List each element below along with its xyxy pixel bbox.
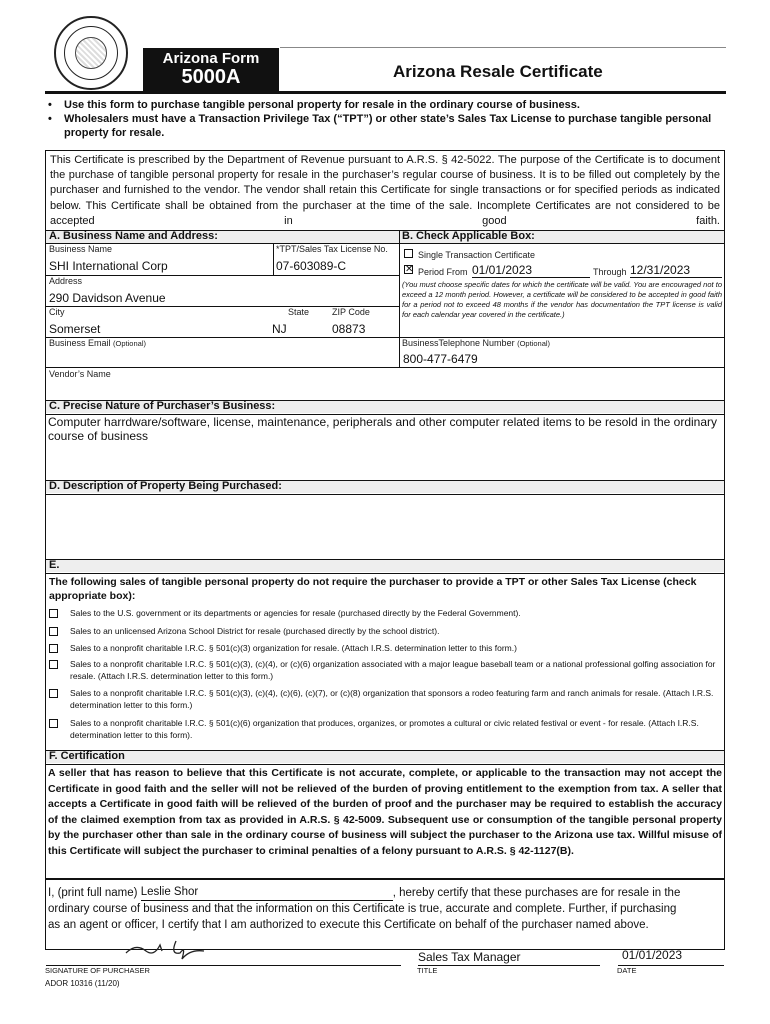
form-footer: ADOR 10316 (11/20) bbox=[45, 979, 120, 988]
intro-text: This Certificate is prescribed by the Department of Revenue pursuant to A.R.S. § 42-5022. The purpose of the Certificate is to document the purchase of tangible personal property for resale in the purchaser’s regular course of business. It is to be filled out completely by the purchaser and furnished to the vendor. The vendor shall retain this Certificate for single transactions or for specified periods as indicated below. This Certificate shall be obtained from the purchaser at the time of the sale. Incomplete Certificates are not considered to be accepted in good faith. bbox=[50, 154, 720, 227]
section-e-heading: E. bbox=[49, 559, 60, 571]
exemption-item: Sales to an unlicensed Arizona School District for resale (purchased directly by the school district). bbox=[48, 625, 722, 637]
single-transaction-checkbox[interactable] bbox=[404, 249, 413, 258]
exemption-checkbox[interactable] bbox=[49, 689, 58, 698]
section-d-heading: D. Description of Property Being Purchased: bbox=[49, 480, 282, 492]
header-divider bbox=[45, 91, 726, 94]
exemption-checkbox[interactable] bbox=[49, 644, 58, 653]
exemption-item: Sales to the U.S. government or its departments or agencies for resale (purchased directly by the Federal Government). bbox=[48, 607, 722, 619]
vendor-label: Vendor’s Name bbox=[49, 369, 111, 379]
address-label: Address bbox=[49, 276, 83, 286]
zip-label: ZIP Code bbox=[332, 307, 370, 317]
print-name-field[interactable]: Leslie Shor bbox=[141, 884, 393, 901]
certificate-form bbox=[45, 150, 725, 964]
form-number: 5000A bbox=[181, 66, 241, 88]
zip-field[interactable]: 08873 bbox=[332, 322, 366, 336]
section-e-intro: The following sales of tangible personal property do not require the purchaser to provide a TPT or other Sales Tax License (check appropriate box): bbox=[49, 576, 697, 602]
single-transaction-label: Single Transaction Certificate bbox=[418, 250, 536, 260]
certification-text: A seller that has reason to believe that this Certificate is not accurate, complete, or applicable to the transaction may not accept the Certificate in good faith and the seller will not be relieved of the burden of proving entitlement to the exemption from tax. A seller that accepts a Certificate in good faith will be relieved of the burden of proof and the purchaser may be required to establish the accuracy of the claimed exemption from tax as provided in A.R.S. § 42-5009. Subsequent use or consumption of the tangible personal property by the purchaser other than sale in the ordinary course of business will subject the purchaser to the Arizona use tax. Willful misuse of this Certificate will subject the purchaser to criminal penalties of a felony pursuant to A.R.S. § 42-1127(B). bbox=[48, 767, 722, 857]
title-label: TITLE bbox=[417, 966, 438, 975]
email-field[interactable] bbox=[49, 349, 394, 365]
signature-image bbox=[124, 931, 214, 961]
instruction-item: • Wholesalers must have a Transaction Privilege Tax (“TPT”) or other state’s Sales Tax License to purchase tangible personal property for resale. bbox=[45, 112, 725, 140]
period-from-field[interactable]: 01/01/2023 bbox=[472, 263, 590, 278]
exemption-item: Sales to a nonprofit charitable I.R.C. § 501(c)(6) organization that produces, organizes, or promotes a cultural or civic related festival or event - for resale. (Attach I.R.S. determination letter to this form). bbox=[48, 717, 722, 741]
period-to-field[interactable]: 12/31/2023 bbox=[630, 263, 722, 278]
section-a-heading: A. Business Name and Address: bbox=[49, 230, 218, 242]
address-field[interactable]: 290 Davidson Avenue bbox=[49, 291, 166, 305]
license-label: *TPT/Sales Tax License No. bbox=[276, 244, 388, 254]
instruction-item: • Use this form to purchase tangible personal property for resale in the ordinary course of business. bbox=[45, 98, 725, 112]
form-number-box bbox=[143, 48, 279, 92]
exemption-checkbox[interactable] bbox=[49, 660, 58, 669]
business-nature-field[interactable]: Computer harrdware/software, license, maintenance, peripherals and other computer related items to be resold in the ordinary course of business bbox=[48, 415, 718, 443]
phone-label: BusinessTelephone Number (Optional) bbox=[402, 338, 551, 348]
exemption-item: Sales to a nonprofit charitable I.R.C. § 501(c)(3), (c)(4), (c)(6), (c)(7), or (c)(8) organization that sponsors a rodeo featuring farm and ranch animals for resale. (Attach I.R.S. determination letter to this form.) bbox=[48, 687, 722, 711]
exemption-item: Sales to a nonprofit charitable I.R.C. § 501(c)(3), (c)(4), or (c)(6) organization associated with a major league baseball team or a national professional golfing association for resale. (Attach I.R.S. determination letter to this form.) bbox=[48, 658, 722, 682]
section-b-heading: B. Check Applicable Box: bbox=[402, 230, 535, 242]
business-name-field[interactable]: SHI International Corp bbox=[49, 259, 168, 273]
phone-field[interactable]: 800-477-6479 bbox=[403, 352, 478, 366]
state-label: State bbox=[288, 307, 310, 317]
property-description-field[interactable] bbox=[48, 496, 720, 556]
period-through-label: Through bbox=[593, 267, 627, 277]
exemption-checkbox[interactable] bbox=[49, 627, 58, 636]
city-field[interactable]: Somerset bbox=[49, 322, 101, 336]
instructions bbox=[45, 98, 725, 140]
date-label: DATE bbox=[617, 966, 637, 975]
arizona-seal-icon bbox=[54, 16, 128, 90]
certification-statement: I, (print full name) Leslie Shor , hereby certify that these purchases are for resale in the ordinary course of business and that the information on this Certificate is true, accurate and complete. Further, if purchasing as an agent or officer, I certify that I am authorized to execute this Certificate on behalf of the purchaser named above. bbox=[48, 886, 681, 931]
section-f-heading: F. Certification bbox=[49, 750, 125, 762]
vendor-field[interactable] bbox=[49, 381, 719, 397]
exemption-item: Sales to a nonprofit charitable I.R.C. § 501(c)(3) organization for resale. (Attach I.R.S. determination letter to this form.) bbox=[48, 642, 722, 654]
exemption-checkbox[interactable] bbox=[49, 609, 58, 618]
section-c-heading: C. Precise Nature of Purchaser’s Business: bbox=[49, 400, 276, 412]
title-field[interactable]: Sales Tax Manager bbox=[418, 950, 521, 964]
period-note: (You must choose specific dates for which the certificate will be valid. You are encouraged not to exceed a 12 month period. However, a certificate will be considered to be accepted in good faith for a period not to exceed 48 months if the vendor has documentation the TPT license is valid for each calendar year covered in the certificate.) bbox=[402, 280, 722, 319]
period-checkbox[interactable]: ✕ bbox=[405, 264, 414, 275]
business-name-label: Business Name bbox=[49, 244, 113, 254]
page-title: Arizona Resale Certificate bbox=[393, 62, 603, 81]
header-rule bbox=[280, 47, 726, 48]
city-label: City bbox=[49, 307, 65, 317]
email-label: Business Email (Optional) bbox=[49, 338, 146, 348]
period-from-label: Period From bbox=[418, 267, 468, 277]
form-label: Arizona Form bbox=[162, 50, 260, 67]
date-field[interactable]: 01/01/2023 bbox=[622, 948, 683, 962]
license-field[interactable]: 07-603089-C bbox=[276, 259, 347, 273]
signature-label: SIGNATURE OF PURCHASER bbox=[45, 966, 150, 975]
exemption-checkbox[interactable] bbox=[49, 719, 58, 728]
state-field[interactable]: NJ bbox=[272, 322, 287, 336]
